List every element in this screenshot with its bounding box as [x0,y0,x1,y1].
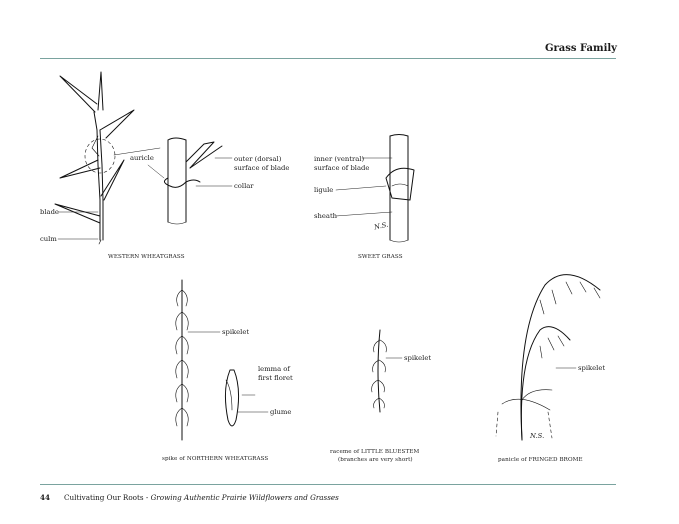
label-blade: blade [40,208,59,216]
artist-initials-fringed-brome: N.S. [530,432,545,440]
label-ligule: ligule [314,186,334,194]
caption-western-wheatgrass: WESTERN WHEATGRASS [108,254,185,260]
label-outer-surface-line2: surface of blade [234,164,290,172]
label-collar: collar [234,182,254,190]
label-sheath: sheath [314,212,338,220]
label-auricle: auricle [130,154,154,162]
label-spikelet-little-bluestem: spikelet [404,354,432,362]
footer-rule [40,484,616,485]
footer [40,493,339,502]
caption-sweet-grass: SWEET GRASS [358,254,403,260]
northern-wheatgrass-spike-drawing [176,280,268,440]
label-inner-surface-line1: inner (ventral) [314,155,365,163]
book-subtitle: Growing Authentic Prairie Wildflowers and Grasses [150,493,339,502]
page-number: 44 [40,493,51,502]
label-spikelet-fringed-brome: spikelet [578,364,606,372]
label-culm: culm [40,235,57,243]
label-inner-surface-line2: surface of blade [314,164,370,172]
caption-northern-wheatgrass: spike of NORTHERN WHEATGRASS [162,456,269,462]
fringed-brome-panicle-drawing [496,275,600,440]
book-title: Cultivating Our Roots - [64,493,151,502]
artist-initials-sweet-grass: N.S. [373,220,389,232]
caption-little-bluestem-line1: raceme of LITTLE BLUESTEM [330,449,420,455]
section-title: Grass Family [544,43,617,54]
caption-little-bluestem-line2: (branches are very short) [338,457,413,463]
label-spikelet-northern-wheatgrass: spikelet [222,328,250,336]
label-lemma-line1: lemma of [258,365,290,373]
label-lemma-line2: first floret [258,374,293,382]
label-outer-surface-line1: outer (dorsal) [234,155,282,163]
label-glume: glume [270,408,292,416]
caption-fringed-brome: panicle of FRINGED BROME [498,457,583,463]
little-bluestem-raceme-drawing [372,330,402,412]
